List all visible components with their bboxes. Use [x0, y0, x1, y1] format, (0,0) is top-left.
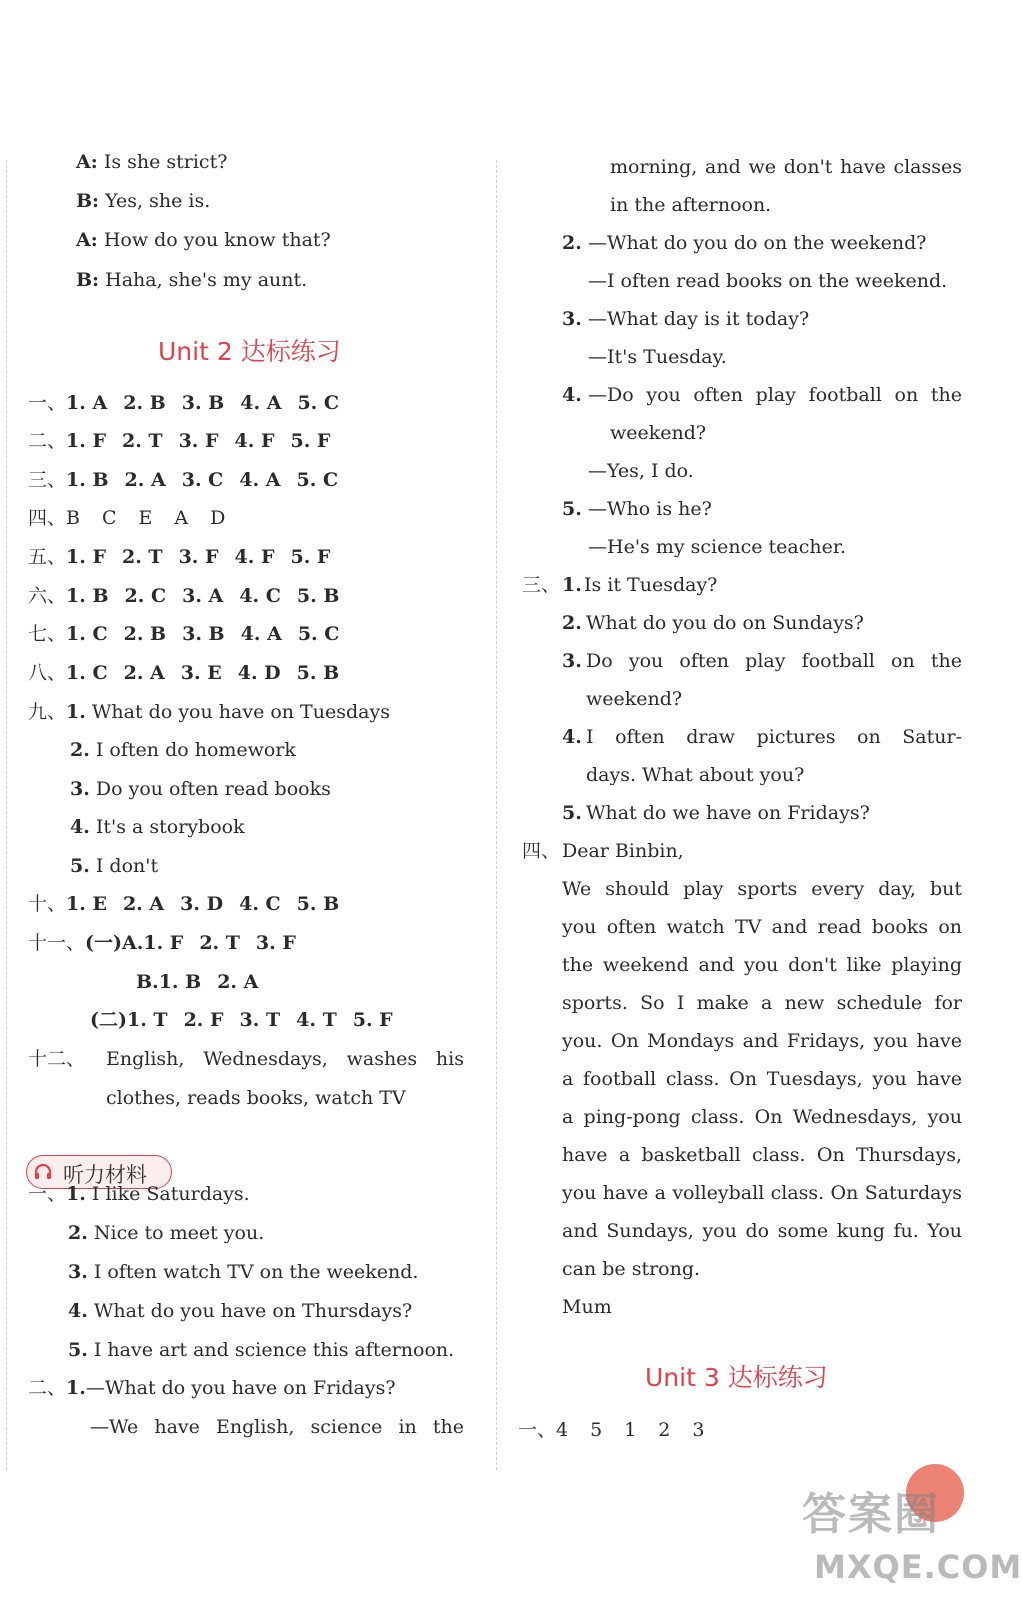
letter-line: have a basketball class. On Thursdays,	[562, 1144, 962, 1166]
letter-line: a ping-pong class. On Wednesdays, you	[562, 1106, 962, 1128]
continuation-line: in the afternoon.	[610, 194, 772, 216]
listening-title: 听力材料	[63, 1163, 147, 1187]
item-num: 4.	[562, 726, 582, 748]
answer-row-9-item: 2. I often do homework	[70, 739, 296, 761]
continuation-line: morning, and we don't have classes	[610, 156, 962, 178]
letter-line: a football class. On Tuesdays, you have	[562, 1068, 962, 1090]
answer-row-2: 二、1. F 2. T 3. F 4. F 5. F	[28, 430, 331, 452]
letter-line: you often watch TV and read books on	[562, 916, 962, 938]
letter-line: sports. So I make a new schedule for	[562, 992, 962, 1014]
dialog-line: —Yes, I do.	[588, 460, 694, 482]
watermark-logo	[802, 1464, 1022, 1594]
column-divider	[496, 160, 497, 1470]
answer-row-12-line: clothes, reads books, watch TV	[106, 1087, 406, 1109]
left-margin-rule	[6, 160, 7, 1470]
answer-row-9: 九、1. What do you have on Tuesdays	[28, 701, 390, 723]
answer-row-12-line: English, Wednesdays, washes his	[106, 1048, 464, 1070]
dialog-line: —Do you often play football on the	[588, 384, 962, 406]
dialogue-line: A: How do you know that?	[76, 229, 331, 251]
dialog-line: weekend?	[610, 422, 707, 444]
letter-line: you. On Mondays and Fridays, you have	[562, 1030, 962, 1052]
item-num: 3.	[562, 650, 582, 672]
item-line: I often draw pictures on Satur-	[586, 726, 962, 748]
listening-row-1: 一、1. I like Saturdays.	[28, 1183, 250, 1205]
answer-row-8: 八、1. C 2. A 3. E 4. D 5. B	[28, 662, 340, 684]
item-line: What do you do on Sundays?	[586, 612, 864, 634]
answer-row-9-item: 4. It's a storybook	[70, 816, 245, 838]
letter-line: and Sundays, you do some kung fu. You	[562, 1220, 962, 1242]
letter-greeting: Dear Binbin,	[562, 840, 684, 862]
dialogue-line: B: Yes, she is.	[76, 190, 211, 212]
item-line: weekend?	[586, 688, 683, 710]
answer-row-11: 十一、(一)A.1. F 2. T 3. F	[28, 932, 296, 954]
letter-line: can be strong.	[562, 1258, 701, 1280]
answer-row-10: 十、1. E 2. A 3. D 4. C 5. B	[28, 893, 340, 915]
dialog-line: —It's Tuesday.	[588, 346, 727, 368]
item-num: 1.	[562, 574, 582, 596]
watermark-text: 答案圈	[802, 1489, 940, 1540]
listening-row-1-item: 4. What do you have on Thursdays?	[68, 1300, 413, 1322]
dialogue-line: B: Haha, she's my aunt.	[76, 269, 308, 291]
listening-row-2-line: —We have English, science in the	[90, 1416, 464, 1438]
item-line: Is it Tuesday?	[584, 574, 718, 596]
dialog-num: 2.	[562, 232, 582, 254]
dialog-num: 4.	[562, 384, 582, 406]
letter-line: the weekend and you don't like playing	[562, 954, 962, 976]
dialog-line: —Who is he?	[588, 498, 712, 520]
answer-row-4: 四、B C E A D	[28, 507, 226, 529]
item-num: 2.	[562, 612, 582, 634]
listening-row-2: 二、1.—What do you have on Fridays?	[28, 1377, 396, 1399]
answer-row-6: 六、1. B 2. C 3. A 4. C 5. B	[28, 585, 340, 607]
section-4-label: 四、	[522, 840, 561, 862]
unit3-title: Unit 3 达标练习	[645, 1363, 828, 1392]
letter-line: We should play sports every day, but	[562, 878, 962, 900]
answer-row-11-c: (二)1. T 2. F 3. T 4. T 5. F	[90, 1009, 393, 1031]
answer-row-5: 五、1. F 2. T 3. F 4. F 5. F	[28, 546, 331, 568]
dialog-num: 3.	[562, 308, 582, 330]
listening-row-1-item: 5. I have art and science this afternoon.	[68, 1339, 455, 1361]
answer-row-7: 七、1. C 2. B 3. B 4. A 5. C	[28, 623, 340, 645]
item-line: days. What about you?	[586, 764, 805, 786]
dialog-line: —I often read books on the weekend.	[588, 270, 948, 292]
listening-row-1-item: 3. I often watch TV on the weekend.	[68, 1261, 419, 1283]
letter-signature: Mum	[562, 1296, 612, 1318]
item-num: 5.	[562, 802, 582, 824]
listening-row-1-item: 2. Nice to meet you.	[68, 1222, 265, 1244]
answer-row-11-b: B.1. B 2. A	[136, 971, 259, 993]
item-line: What do we have on Fridays?	[586, 802, 870, 824]
unit3-answer-row-1: 一、4 5 1 2 3	[518, 1419, 705, 1441]
letter-line: you have a volleyball class. On Saturdays	[562, 1182, 962, 1204]
dialogue-line: A: Is she strict?	[76, 151, 228, 173]
headphones-icon	[33, 1162, 53, 1182]
watermark-url: MXQE.COM	[814, 1548, 1022, 1586]
answer-row-1: 一、1. A 2. B 3. B 4. A 5. C	[28, 392, 340, 414]
unit2-title: Unit 2 达标练习	[158, 337, 341, 366]
dialog-num: 5.	[562, 498, 582, 520]
dialog-line: —He's my science teacher.	[588, 536, 846, 558]
section-3-label: 三、	[522, 574, 561, 596]
answer-row-9-item: 5. I don't	[70, 855, 159, 877]
dialog-line: —What do you do on the weekend?	[588, 232, 927, 254]
answer-row-3: 三、1. B 2. A 3. C 4. A 5. C	[28, 469, 339, 491]
answer-row-12-label: 十二、	[28, 1048, 86, 1070]
dialog-line: —What day is it today?	[588, 308, 810, 330]
answer-row-9-item: 3. Do you often read books	[70, 778, 331, 800]
item-line: Do you often play football on the	[586, 650, 962, 672]
